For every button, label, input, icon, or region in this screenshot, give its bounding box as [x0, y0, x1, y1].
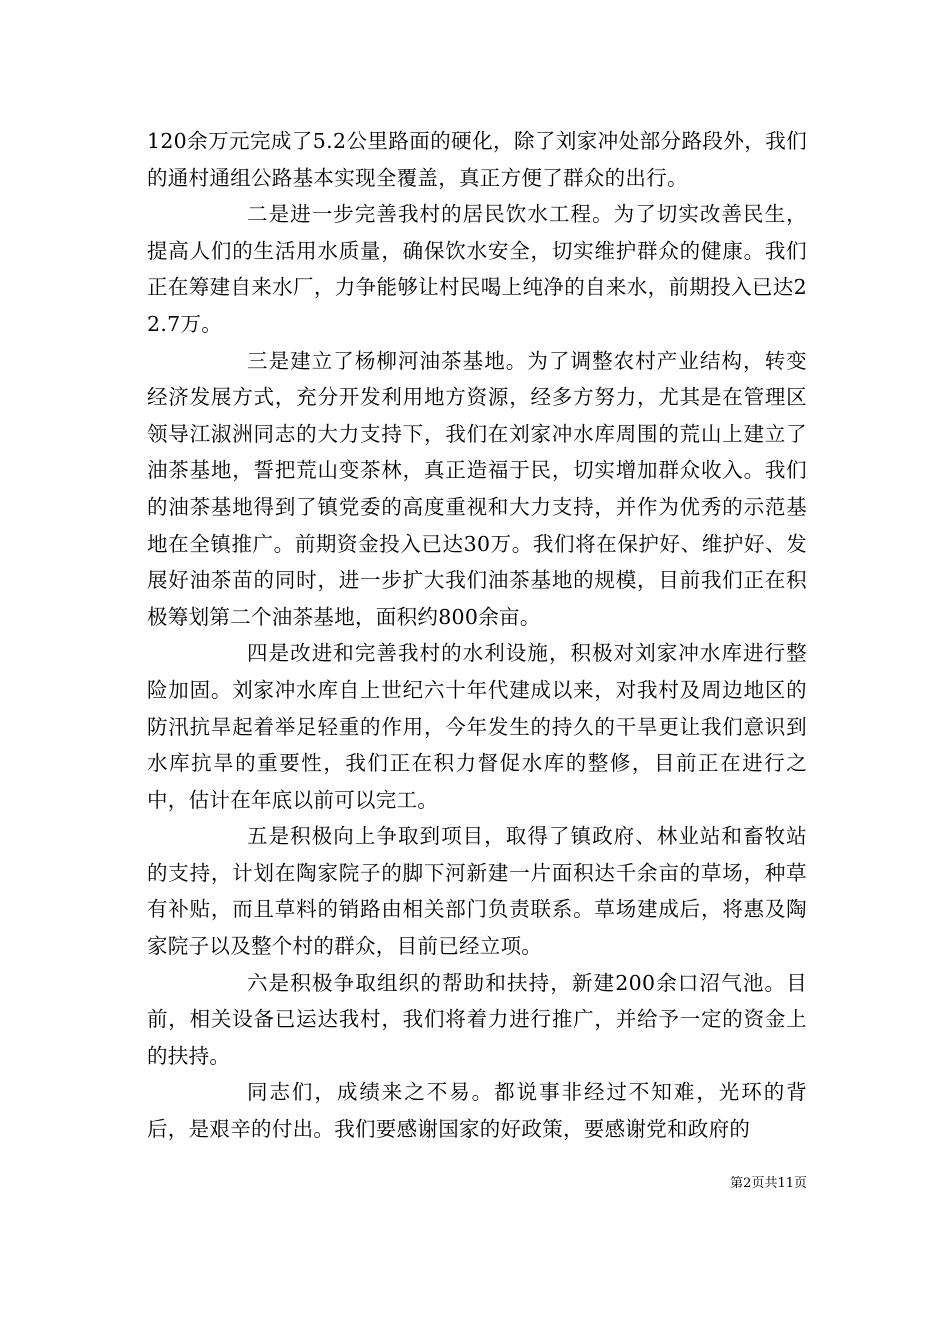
paragraph-water-conservancy: 四是改进和完善我村的水利设施，积极对刘家冲水库进行整险加固。刘家冲水库自上世纪六十年代建成以来，对我村及周边地区的防汛抗旱起着举足轻重的作用，今年发生的持久的干旱更让我们意识到水库抗旱的重要性，我们正在积力督促水库的整修，目前正在进行之中，估计在年底以前可以完工。	[147, 641, 807, 812]
page-number-footer: 第2页共11页	[730, 1176, 807, 1191]
paragraph-biogas-pools: 六是积极争取组织的帮助和扶持，新建200余口沼气池。目前，相关设备已运达我村，我们将着力进行推广，并给予一定的资金上的扶持。	[147, 970, 807, 1068]
paragraph-conclusion: 同志们，成绩来之不易。都说事非经过不知难，光环的背后，是艰辛的付出。我们要感谢国家的好政策，要感谢党和政府的	[147, 1080, 807, 1142]
document-body	[147, 123, 807, 1148]
paragraph-grassland-project: 五是积极向上争取到项目，取得了镇政府、林业站和畜牧站的支持，计划在陶家院子的脚下河新建一片面积达千余亩的草场，种草有补贴，而且草料的销路由相关部门负责联系。草场建成后，将惠及陶家院子以及整个村的群众，目前已经立项。	[147, 824, 807, 959]
paragraph-road-hardening: 120余万元完成了5.2公里路面的硬化，除了刘家冲处部分路段外，我们的通村通组公路基本实现全覆盖，真正方便了群众的出行。	[147, 129, 807, 190]
paragraph-oil-tea-base: 三是建立了杨柳河油茶基地。为了调整农村产业结构，转变经济发展方式，充分开发利用地方资源，经多方努力，尤其是在管理区领导江淑洲同志的大力支持下，我们在刘家冲水库周围的荒山上建立了油茶基地，誓把荒山变茶林，真正造福于民，切实增加群众收入。我们的油茶基地得到了镇党委的高度重视和大力支持，并作为优秀的示范基地在全镇推广。前期资金投入已达30万。我们将在保护好、维护好、发展好油茶苗的同时，进一步扩大我们油茶基地的规模，目前我们正在积极筹划第二个油茶基地，面积约800余亩。	[147, 348, 807, 629]
paragraph-drinking-water: 二是进一步完善我村的居民饮水工程。为了切实改善民生，提高人们的生活用水质量，确保饮水安全，切实维护群众的健康。我们正在筹建自来水厂，力争能够让村民喝上纯净的自来水，前期投入已达22.7万。	[147, 202, 807, 336]
